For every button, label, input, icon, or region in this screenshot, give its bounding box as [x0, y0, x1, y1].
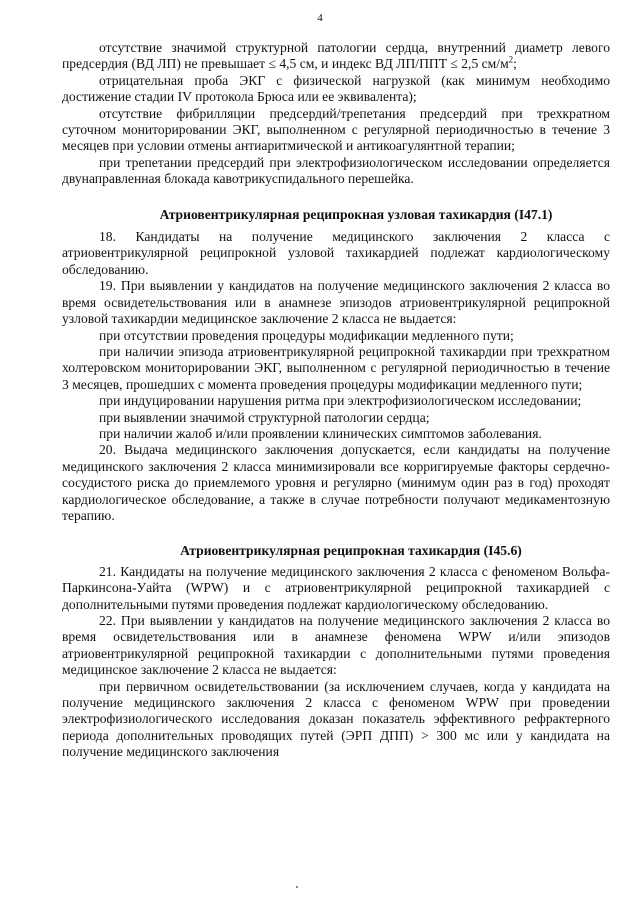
superscript: 2 [508, 54, 514, 65]
section-heading-avrt: Атриовентрикулярная реципрокная тахикардия (I45.6) [180, 543, 522, 559]
paragraph-20: 20. Выдача медицинского заключения допускается, если кандидаты на получение медицинского заключения 2 класса минимизировали все корригируемые факторы сердечно-сосудистого риска до приемлемого уровня и регулярно (минимум один раз в год) проходят кардиологическое обследование, а также в случае потребности получают медикаментозную терапию. [62, 442, 610, 523]
page-number: 4 [317, 12, 323, 24]
paragraph-22: 22. При выявлении у кандидатов на получение медицинского заключения 2 класса во время освидетельствования или в анамнезе феномена WPW и/или эпизодов атриовентрикулярной реципрокной тахикардии с дополнительными путями проведения медицинское заключение 2 класса не выдается: [62, 613, 610, 678]
paragraph-text: отсутствие значимой структурной патологии сердца, внутренний диаметр левого предсердия (ВД ЛП) не превышает ≤ 4,5 см, и индекс ВД ЛП/ППТ ≤ 2,5 см/м [62, 40, 610, 72]
paragraph-19: 19. При выявлении у кандидатов на получение медицинского заключения 2 класса во время освидетельствования или в анамнезе эпизодов атриовентрикулярной реципрокной узловой тахикардии медицинское заключение 2 класса не выдается: [62, 278, 610, 327]
paragraph-18: 18. Кандидаты на получение медицинского заключения 2 класса с атриовентрикулярной реципрокной узловой тахикардией подлежат кардиологическому обследованию. [62, 229, 610, 277]
list-item: при первичном освидетельствовании (за исключением случаев, когда у кандидата на получение медицинского заключения 2 класса с феноменом WPW при проведении электрофизиологического исследования доказан показатель эффективного рефрактерного периода дополнительных проводящих путей (ЭРП ДПП) > 300 мс или у кандидата на получение медицинского заключения [62, 678, 610, 760]
paragraph-lv-diameter [62, 40, 610, 73]
document-body [62, 40, 610, 761]
section-heading-avnrt: Атриовентрикулярная реципрокная узловая тахикардия (I47.1) [159, 206, 553, 222]
paragraph-flutter: при трепетании предсердий при электрофизиологическом исследовании определяется двунаправленная блокада кавотрикуспидального перешейка. [62, 154, 610, 187]
list-item: при отсутствии проведения процедуры модификации медленного пути; [99, 327, 514, 343]
list-item: при наличии эпизода атриовентрикулярной реципрокной тахикардии при трехкратном холтеровском мониторировании ЭКГ, выполненном с регулярной периодичностью в течение 3 месяцев, прошедших с момента проведения процедуры модификации медленного пути; [62, 343, 610, 392]
paragraph-end: ; [513, 56, 517, 72]
paragraph-stress-test: отрицательная проба ЭКГ с физической нагрузкой (как минимум необходимо достижение стадии IV протокола Брюса или ее эквивалента); [62, 72, 610, 105]
paragraph-21: 21. Кандидаты на получение медицинского заключения 2 класса с феноменом Вольфа-Паркинсона-Уайта (WPW) и с атриовентрикулярной реципрокной тахикардией с дополнительными путями проведения подлежат кардиологическому обследованию. [62, 563, 610, 612]
list-item: при индуцировании нарушения ритма при электрофизиологическом исследовании; [99, 393, 582, 409]
list-item: при наличии жалоб и/или проявлении клинических симптомов заболевания. [99, 425, 542, 441]
list-item: при выявлении значимой структурной патологии сердца; [99, 409, 430, 425]
scan-speck [296, 886, 298, 888]
paragraph-holter: отсутствие фибрилляции предсердий/трепетания предсердий при трехкратном суточном мониторировании ЭКГ, выполненном с регулярной периодичностью в течение 3 месяцев при условии отмены антиаритмической и антикоагулянтной терапии; [62, 105, 610, 154]
